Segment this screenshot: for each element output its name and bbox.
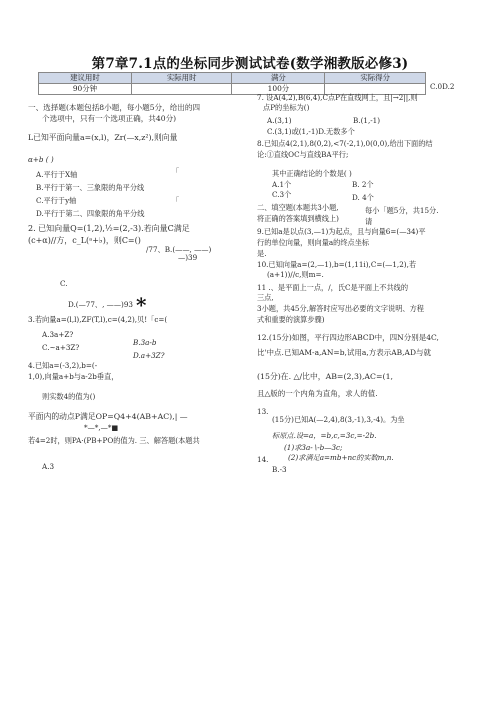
info-value-cell: 90分钟 <box>39 84 132 95</box>
option-3a: A.3a+Z? <box>42 330 74 339</box>
question-9-cont: 行的单位向量，则向量a的终点坐标 <box>257 238 370 247</box>
option-1c: C.平行于y轴 <box>36 196 77 205</box>
fill-in-question-cont: 若4=2时，则PA·(PB+PO的值为. 三、解答题(本题共 <box>28 436 200 445</box>
option-2c: C. <box>60 279 68 288</box>
option-2b: /77、B.(——, ——) <box>146 245 212 254</box>
fill-in-question-vectors: *—*,—*■ <box>84 423 119 432</box>
question-10-cont: (a+1))//c,则m=. <box>267 270 324 279</box>
question-10: 10.已知向量a=(2,—1),b=(1,11i),C=(—1,2),若 <box>257 260 417 269</box>
option-7a: A.(3,1) <box>267 116 292 125</box>
question-14-stem: (15分)已知A(—2,4),8(3,-1),3,-4)。为坐 <box>272 415 405 424</box>
option-b-3: B.-3 <box>272 465 287 474</box>
section-heading-choice-cont: 个选项中，只有一个选项正确，共40分) <box>42 114 177 123</box>
question-9: 9.已知a是以点(3,—1)为起点，且与向量6=(—34)平 <box>257 227 426 236</box>
please-mark: 请 <box>365 217 373 226</box>
section-heading-choice: 一、选择题(本题包括8小题，每小题5分，给出的四 <box>28 103 201 112</box>
info-table <box>38 72 426 95</box>
question-3: 3.若向量a=(l,l),ZF(T,l),c=(4,2),贝!「c=( <box>28 315 168 324</box>
option-8c: C.3个 <box>272 190 292 199</box>
page-title: 第7章7.1点的坐标同步测试试卷(数学湘教版必修3) <box>91 56 409 72</box>
option-3c: C.~a+3Z? <box>42 343 80 352</box>
asterisk-mark: * <box>136 293 147 317</box>
info-value-cell: 100分 <box>232 84 325 95</box>
option-7cd: C.(3,1)或(1,-1)D.无数多个 <box>267 127 355 136</box>
question-1: L已知平面向量a=(x,l)，Zr(—x,z²),则向量 <box>28 133 178 142</box>
info-header-cell: 满分 <box>232 73 325 84</box>
question-9-end: 是. <box>257 249 267 258</box>
info-header-cell: 实际用时 <box>131 73 232 84</box>
question-11-cont: 三点, <box>257 293 274 302</box>
bracket-mark: 「 <box>172 196 180 205</box>
section-heading-fill-cont: 将正确的答案填到横线上) <box>257 214 339 223</box>
question-8: 8.已知点4(2,1),8(0,2),<7(-2,1),0(0,0),给出下面的结 <box>257 139 433 148</box>
section-heading-fill-score: 每小「题5分，共15分. <box>365 206 439 215</box>
question-14-part2: (2)求满足a=mb+nc的实数m,n. <box>288 453 394 462</box>
bracket-mark: 「 <box>172 167 180 176</box>
question-7-cont: 点P的坐标为() <box>263 103 310 112</box>
option-7b: B.(1,-1) <box>353 116 381 125</box>
option-8a: A.1个 <box>272 180 292 189</box>
option-2b-cont: —)39 <box>178 253 198 262</box>
question-4-stem: 则实数4的值为() <box>42 392 96 401</box>
section-heading-answer-cont: 式和重要的演算步骤) <box>257 315 325 324</box>
info-table-header-row <box>39 73 426 84</box>
option-2d: D.(—77、, ——)93 <box>68 300 134 309</box>
question-2-cont: (c+α)//方，c_L(ᵃ+♭)，则C=() <box>28 236 141 245</box>
question-14-part1: (1)求3a-∖-b—3c; <box>284 443 343 452</box>
option-8d: D. 4个 <box>352 193 374 202</box>
option-3b: B.3a-b <box>133 338 157 347</box>
info-header-cell: 实际得分 <box>325 73 426 84</box>
info-header-cell: 建议用时 <box>39 73 132 84</box>
option-1b: B.平行于第一、三象限的角平分线 <box>36 183 145 192</box>
question-11: 11 .、是平面上一点，/，氏C是平面上不共线的 <box>257 283 409 292</box>
section-heading-answer: 3小题，共45分,解答时应写出必要的文字说明、方程 <box>257 304 424 313</box>
option-cd: C.0D.2 <box>430 82 455 91</box>
question-2: 2. 已知向量Q=(1,2),½=(2,-3).若向量C满足 <box>28 224 190 233</box>
option-1d: D.平行于第二、四象限的角平分线 <box>36 209 145 218</box>
option-a3: A.3 <box>42 462 55 471</box>
question-8-cont: 论:①直线OC与直线BA平行; <box>257 150 349 159</box>
info-value-cell <box>131 84 232 95</box>
section-heading-fill: 二、填空题(本题共3小题, <box>257 203 339 212</box>
question-1-stem: α+b ( ) <box>28 155 54 164</box>
option-8b: B. 2个 <box>352 180 374 189</box>
question-4-cont: 1,0),向量a+b与a-2b垂直， <box>28 372 119 381</box>
fill-in-question: 平面内的动点P满足OP=Q4+4(AB+AC),| — <box>28 412 188 421</box>
question-number-14: 14. <box>257 455 269 464</box>
question-14-cont: 标原点.设=a，=b,c,=3c,=-2b. <box>272 431 377 440</box>
question-7: 7. 设A(4,2),B(6,4),C点P在直线网上，且|→2||,则 <box>257 93 418 102</box>
question-12-cont: 比'中点.已知AM-a,AN=b,试用a,方表示AB,AD与就 <box>257 348 431 357</box>
option-1a: A.平行于X轴 <box>36 170 78 179</box>
question-13-stem: (15分)在. △/比中，AB=(2,3),AC=(1, <box>257 372 394 381</box>
option-3d: D.a+3Z? <box>133 351 165 360</box>
question-4: 4.已知a=(-3,2),b=(- <box>28 361 98 370</box>
question-8-stem: 其中正确结论的个数是( ) <box>272 169 352 178</box>
question-13-cont: 且△版的一个内角为直角，求人的值. <box>257 389 378 398</box>
question-number-13: 13. <box>257 407 269 416</box>
question-12: 12.(15分)如图，平行四边形ABCD中，四N分别是4C, <box>257 333 439 342</box>
